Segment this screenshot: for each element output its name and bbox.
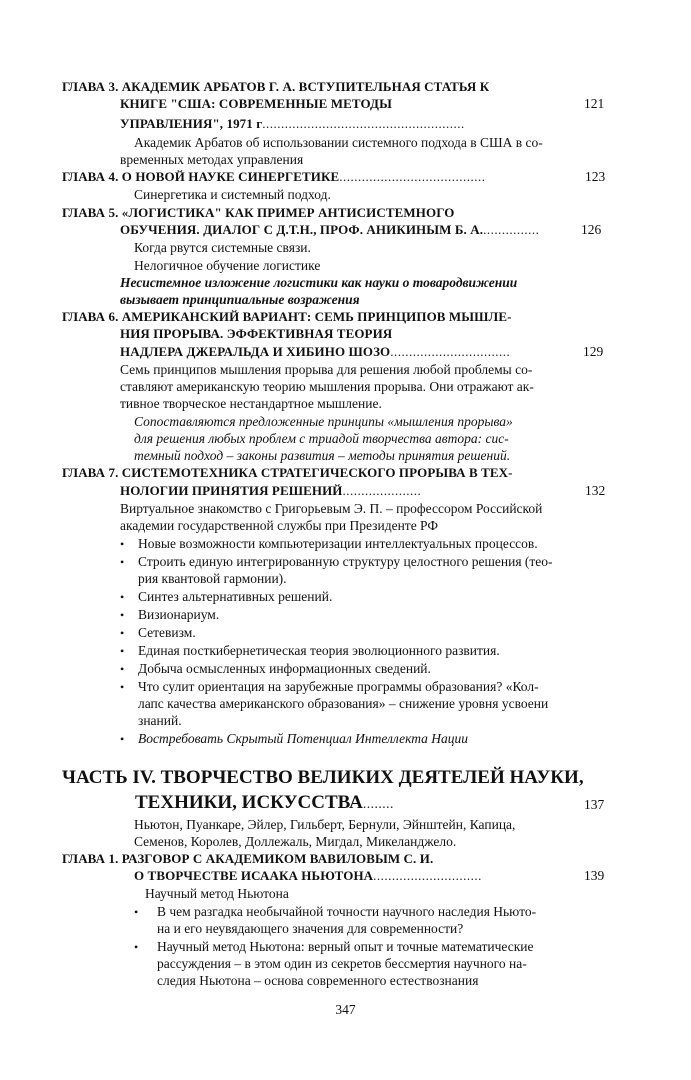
chapter-3-title-line-2: КНИГЕ "США: СОВРЕМЕННЫЕ МЕТОДЫ [120,96,392,111]
chapter-6-title-line-2: НИЯ ПРОРЫВА. ЭФФЕКТИВНАЯ ТЕОРИЯ [120,326,393,341]
chapter-1-description: Научный метод Ньютона [145,886,289,901]
chapter-6-italic-line-1: Сопоставляются предложенные принципы «мышления прорыва» [134,414,513,429]
chapter-4-page-number: 123 [585,169,606,184]
chapter-7-bullet-6: Единая посткибернетическая теория эволюционного развития. [138,643,500,658]
chapter-5-emphasis-line-1: Несистемное изложение логистики как науки о товародвижении [120,275,518,290]
chapter-6-title-line-1: ГЛАВА 6. АМЕРИКАНСКИЙ ВАРИАНТ: СЕМЬ ПРИНЦИПОВ МЫШЛЕ- [62,309,512,324]
chapter-1-bullet-2-line-3: следия Ньютона – основа современного естествознания [157,973,479,988]
chapter-3-description-line-1: Академик Арбатов об использовании системного подхода в США в со- [134,135,543,150]
chapter-7-description-line-2: академии государственной службы при Президенте РФ [120,518,439,533]
chapter-5-title-line-1: ГЛАВА 5. «ЛОГИСТИКА" КАК ПРИМЕР АНТИСИСТЕМНОГО [62,205,455,220]
chapter-5-leader-dots: ............... [483,222,540,237]
chapter-3-description-line-2: временных методах управления [120,152,304,167]
chapter-6-italic-line-2: для решения любых проблем с триадой творчества автора: сис- [134,431,509,446]
bullet-icon: • [134,905,139,919]
chapter-7-title-line-2: НОЛОГИИ ПРИНЯТИЯ РЕШЕНИЙ..................... [120,483,422,498]
chapter-1-title-line-2: О ТВОРЧЕСТВЕ ИСААКА НЬЮТОНА............................. [134,868,482,883]
chapter-3-title-line-1: ГЛАВА 3. АКАДЕМИК АРБАТОВ Г. А. ВСТУПИТЕЛЬНАЯ СТАТЬЯ К [62,79,490,94]
chapter-7-bullet-3: Синтез альтернативных решений. [138,589,333,604]
chapter-7-bullet-9: Востребовать Скрытый Потенциал Интеллекта Нации [138,731,469,746]
chapter-5-page-number: 126 [581,222,602,237]
bullet-icon: • [120,680,125,694]
part-4-page-number: 137 [584,797,605,812]
chapter-3-title-line-3: УПРАВЛЕНИЯ", 1971 г...................................................... [120,116,465,131]
chapter-7-page-number: 132 [585,483,606,498]
chapter-5-description-line-1: Когда рвутся системные связи. [134,240,311,255]
chapter-7-bullet-8-line-2: лапс качества американского образования» – снижение уровня усвоени [138,696,549,711]
chapter-4-description: Синергетика и системный подход. [134,187,331,202]
bullet-icon: • [134,940,139,954]
chapter-1-bullet-1-line-2: на и его неувядающего значения для современности? [157,921,464,936]
bullet-icon: • [120,732,125,746]
chapter-1-bullet-2-line-2: рассуждения – в этом один из секретов бессмертия научного на- [157,956,527,971]
chapter-7-title-line-1: ГЛАВА 7. СИСТЕМОТЕХНИКА СТРАТЕГИЧЕСКОГО ПРОРЫВА В ТЕХ- [62,465,513,480]
bullet-icon: • [120,590,125,604]
part-4-title-line-1: ЧАСТЬ IV. ТВОРЧЕСТВО ВЕЛИКИХ ДЕЯТЕЛЕЙ НАУКИ, [62,767,584,788]
part-4-leader-dots: ........ [362,796,394,811]
bullet-icon: • [120,537,125,551]
part-4-title-line-2: ТЕХНИКИ, ИСКУССТВА........ [135,792,394,813]
chapter-7-leader-dots: ..................... [342,483,422,498]
chapter-1-page-number: 139 [584,868,605,883]
chapter-7-description-line-1: Виртуальное знакомство с Григорьевым Э. П. – профессором Российской [120,501,543,516]
chapter-5-emphasis-line-2: вызывает принципиальные возражения [120,292,360,307]
part-4-description-line-2: Семенов, Королев, Доллежаль, Мигдал, Микеланджело. [134,834,457,849]
chapter-1-bullet-2-line-1: Научный метод Ньютона: верный опыт и точные математические [157,939,534,954]
bullet-icon: • [120,608,125,622]
bullet-icon: • [120,644,125,658]
chapter-7-bullet-2-line-2: рия квантовой гармонии). [138,571,287,586]
chapter-1-bullet-1-line-1: В чем разгадка необычайной точности научного наследия Ньюто- [157,904,537,919]
chapter-7-bullet-7: Добыча осмысленных информационных сведений. [138,661,431,676]
chapter-1-leader-dots: ............................. [373,868,482,883]
chapter-6-description-line-3: тивное творческое нестандартное мышление. [120,396,382,411]
chapter-7-bullet-8-line-1: Что сулит ориентация на зарубежные программы образования? «Кол- [138,679,539,694]
chapter-5-description-line-2: Нелогичное обучение логистике [134,258,321,273]
chapter-6-description-line-2: ставляют американскую теорию мышления прорыва. Они отражают ак- [120,379,534,394]
chapter-3-leader-dots: ...................................................... [262,116,465,131]
chapter-7-bullet-8-line-3: знаний. [138,713,182,728]
page-number: 347 [335,1002,356,1017]
chapter-6-title-line-3: НАДЛЕРА ДЖЕРАЛЬДА И ХИБИНО ШОЗО................................ [120,344,511,359]
chapter-6-page-number: 129 [583,344,604,359]
chapter-1-title-line-1: ГЛАВА 1. РАЗГОВОР С АКАДЕМИКОМ ВАВИЛОВЫМ С. И. [62,851,434,866]
bullet-icon: • [120,626,125,640]
chapter-7-bullet-1: Новые возможности компьютеризации интеллектуальных процессов. [138,536,538,551]
chapter-7-bullet-2-line-1: Строить единую интегрированную структуру целостного решения (тео- [138,554,553,569]
bullet-icon: • [120,662,125,676]
chapter-6-leader-dots: ................................ [390,344,511,359]
chapter-3-page-number: 121 [584,96,605,111]
chapter-4-title: ГЛАВА 4. О НОВОЙ НАУКЕ СИНЕРГЕТИКЕ....................................... [62,169,486,184]
chapter-7-bullet-5: Сетевизм. [138,625,196,640]
chapter-6-italic-line-3: темный подход – законы развития – методы принятия решений. [134,448,511,463]
bullet-icon: • [120,555,125,569]
chapter-6-description-line-1: Семь принципов мышления прорыва для решения любой проблемы со- [120,362,533,377]
chapter-5-title-line-2: ОБУЧЕНИЯ. ДИАЛОГ С Д.Т.Н., ПРОФ. АНИКИНЫМ Б. А................ [120,222,540,237]
part-4-description-line-1: Ньютон, Пуанкаре, Эйлер, Гильберт, Бернули, Эйнштейн, Капица, [134,817,516,832]
chapter-7-bullet-4: Визионариум. [138,607,220,622]
chapter-4-leader-dots: ....................................... [339,169,486,184]
